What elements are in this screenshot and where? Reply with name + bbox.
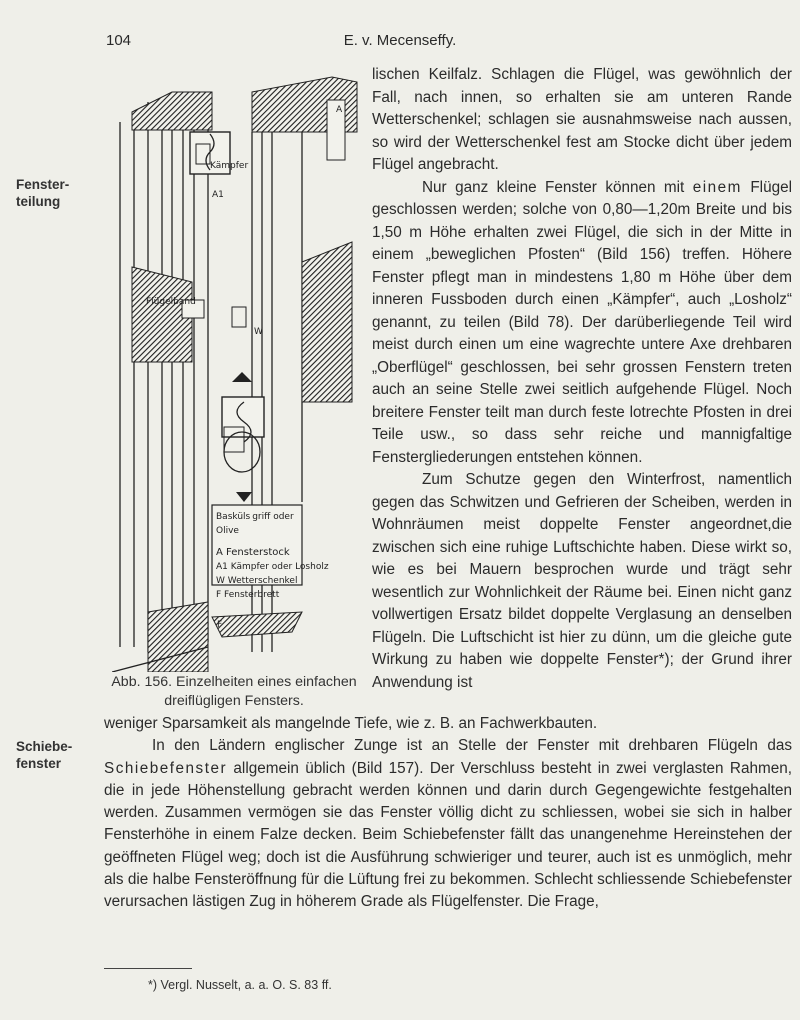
page-header — [0, 32, 800, 54]
figure-caption: Abb. 156. Einzelheiten eines einfachen dreiflügligen Fensters. — [111, 674, 357, 709]
label-kaempfer: Kämpfer — [210, 161, 249, 171]
legend-kaempfer: A1 Kämpfer oder Losholz — [216, 562, 329, 572]
paragraph: In den Ländern englischer Zunge ist an Stelle der Fenster mit drehbaren Flügeln das Schiebefenster allgemein üblich (Bild 157). Der Verschluss besteht in zwei verglasten Rahmen, die in jede Höhenstellung gebracht werden können und darin durch Gegengewichte festgehalten werden. Zusammen vermögen sie das Fenster völlig dicht zu schliessen, wobei sie sich in halber Fensterhöhe in einem Falze decken. Beim Schiebefenster fällt das unangenehme Hereinstehen der geöffneten Flügel weg; doch ist die Ausführung schwieriger und teurer, auch ist es unmöglich, mehr als die halbe Fensteröffnung für die Lüftung frei zu bekommen. Schlecht schliessende Schiebefenster verursachen lästigen Zug in höherem Grade als Flügelfenster. Die Frage, — [104, 737, 792, 911]
page-number: 104 — [106, 32, 132, 49]
right-column-text — [372, 64, 792, 694]
footnote: *) Vergl. Nusselt, a. a. O. S. 83 ff. — [148, 978, 332, 992]
full-width-text — [104, 713, 792, 914]
label-fluegelband: Flügelband — [146, 297, 196, 307]
paragraph: Zum Schutze gegen den Winterfrost, namentlich gegen das Schwitzen und Gefrieren der Scheiben, werden in Wohnräumen meist doppelte Fenster angeordnet,die zwischen sich eine ruhige Luftschichte haben. Diese wirkt so, wie es bei Mauern besprochen wurde und trägt sehr wesentlich zur Wohnlichkeit der Räume bei. Einen nicht ganz vollwertigen Ersatz bildet doppelte Verglasung an denselben Flügeln. Die Luftschicht ist hier zu dünn, um die gleiche gute Wirkung zu haben wie doppelte Fenster*); der Grund ihrer Anwendung ist — [372, 471, 792, 691]
mark-w: W — [254, 327, 263, 337]
legend-fensterbrett: F Fensterbrett — [216, 590, 280, 600]
legend-wetterschenkel: W Wetterschenkel — [216, 576, 298, 586]
window-section-drawing — [112, 72, 362, 672]
running-head: E. v. Mecenseffy. — [343, 32, 457, 49]
label-olive: Olive — [216, 526, 239, 536]
label-basquill-1: Basküls griff oder — [216, 512, 294, 522]
paragraph: weniger Sparsamkeit als mangelnde Tiefe, wie z. B. an Fachwerkbauten. — [104, 715, 598, 732]
paragraph: lischen Keilfalz. Schlagen die Flügel, was gewöhnlich der Fall, nach innen, so erhalten sie am unteren Rande Wetterschenkel; schlagen sie ausnahmsweise nach aussen, so wird der Wetterschenkel fest am Stocke dicht über jedem Flügel angebracht. — [372, 66, 792, 173]
mark-f: F — [217, 620, 223, 630]
mark-a1: A1 — [212, 190, 224, 200]
footnote-rule — [104, 968, 192, 969]
mark-a: A — [336, 105, 343, 115]
margin-note-fensterteilung: Fenster- teilung — [16, 177, 70, 209]
legend-fensterstock: A Fensterstock — [216, 547, 290, 558]
window-detail-figure — [112, 72, 362, 672]
paragraph: Nur ganz kleine Fenster können mit einem Flügel geschlossen werden; solche von 0,80—1,20m Breite und bis 1,50 m Höhe erhalten zwei Flügel, die sich in der Mitte in einem „beweglichen Pfosten“ (Bild 156) treffen. Höhere Fenster pflegt man in mindestens 1,80 m Höhe über dem inneren Fussboden durch einen „Kämpfer“, auch „Losholz“ genannt, zu teilen (Bild 78). Der darüberliegende Teil wird meist durch einen um eine wagrechte untere Axe drehbaren „Oberflügel“ geschlossen, bei sehr grossen Fenstern treten auch an seine Stelle zwei seitlich aufgehende Flügel. Noch breitere Fenster teilt man durch feste lotrechte Pfosten in drei Teile usw., so dass sehr reiche und mannigfaltige Fenstergliederungen entstehen können. — [372, 178, 792, 466]
margin-note-schiebefenster: Schiebe- fenster — [16, 739, 73, 771]
